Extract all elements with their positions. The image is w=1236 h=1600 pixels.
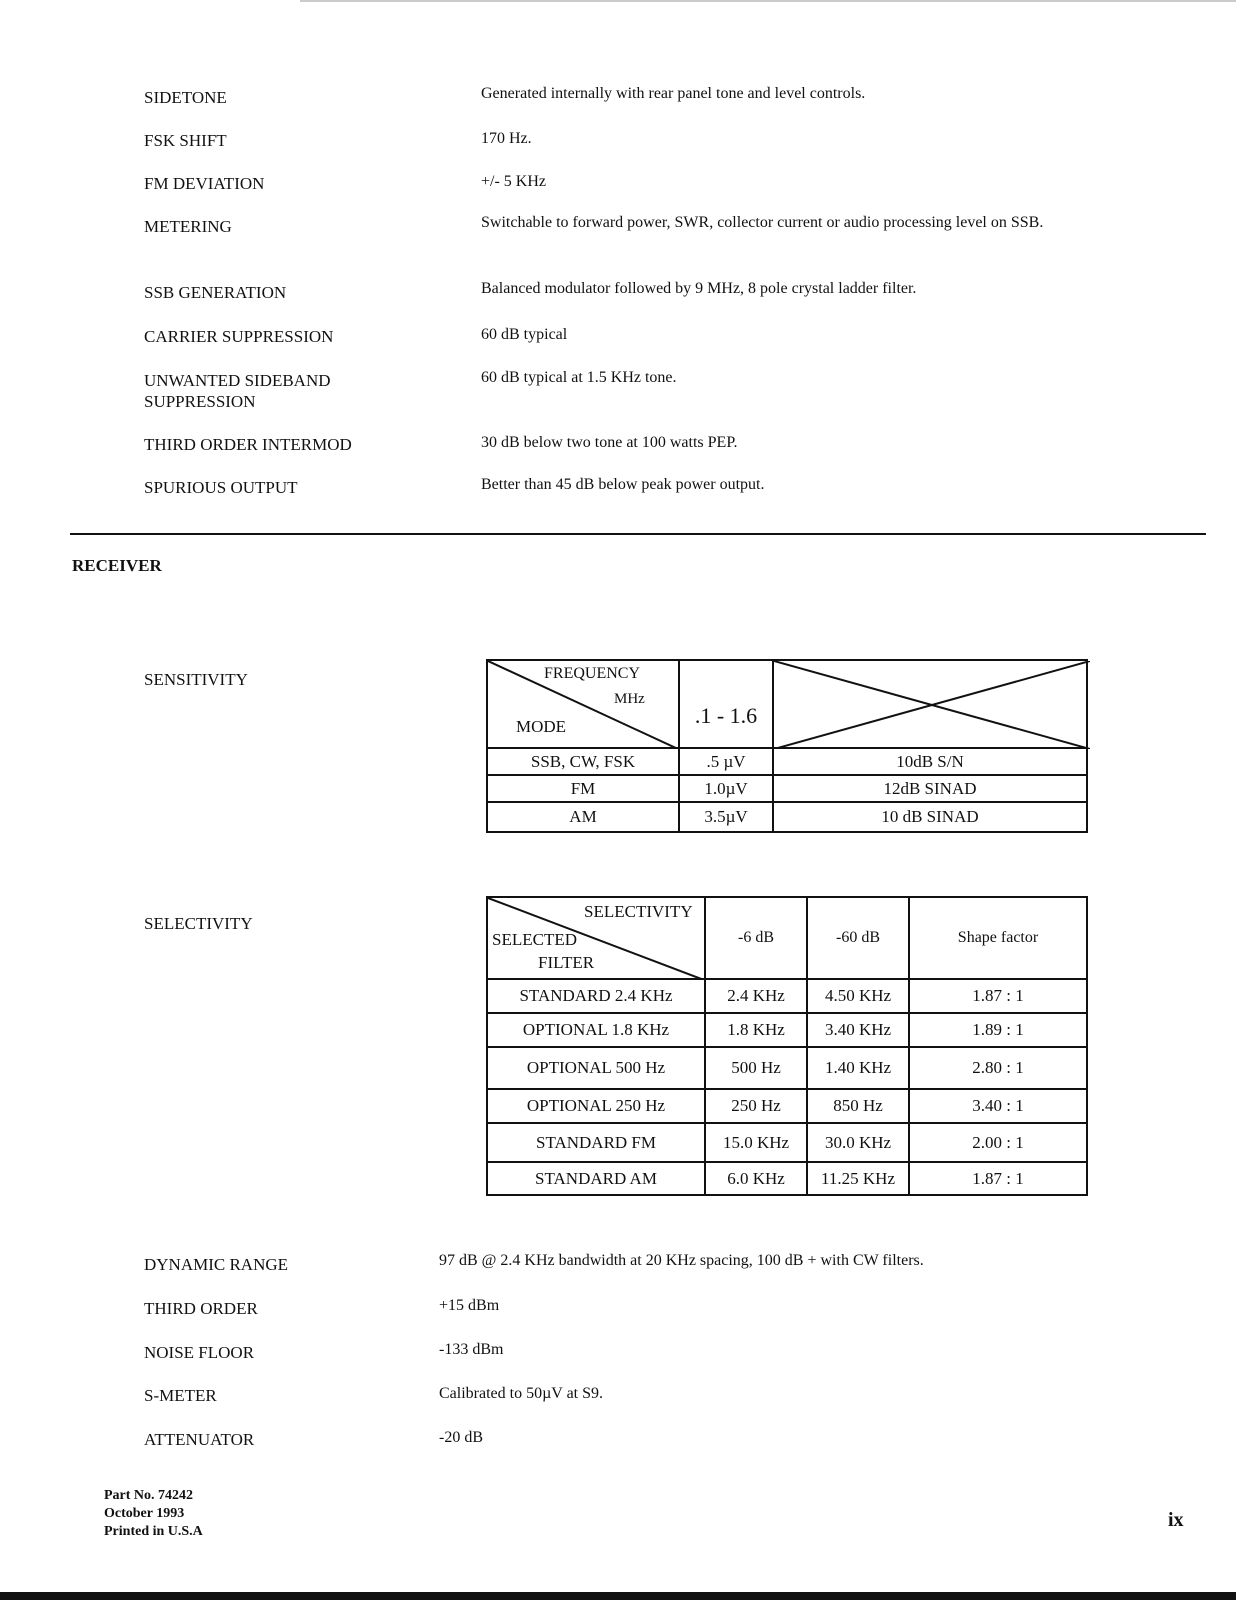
selectivity-col-shape: Shape factor bbox=[909, 897, 1087, 979]
selectivity-row-60db: 30.0 KHz bbox=[807, 1123, 909, 1162]
selectivity-row-6db: 2.4 KHz bbox=[705, 979, 807, 1013]
selectivity-row-shape: 3.40 : 1 bbox=[909, 1089, 1087, 1123]
spec-label-sensitivity: SENSITIVITY bbox=[144, 670, 248, 689]
selectivity-header-diagonal-cell bbox=[487, 897, 705, 979]
spec-value-fsk-shift: 170 Hz. bbox=[481, 130, 532, 147]
selectivity-row-60db: 1.40 KHz bbox=[807, 1047, 909, 1089]
spec-label-ssb-generation: SSB GENERATION bbox=[144, 283, 287, 302]
sensitivity-header-diagonal-cell bbox=[487, 660, 679, 748]
sensitivity-header-mhz: MHz bbox=[614, 691, 645, 707]
section-divider bbox=[70, 533, 1206, 535]
selectivity-header-selectivity: SELECTIVITY bbox=[584, 902, 693, 921]
spec-label-attenuator: ATTENUATOR bbox=[144, 1430, 255, 1449]
page-number: ix bbox=[1168, 1509, 1184, 1531]
selectivity-row-60db: 11.25 KHz bbox=[807, 1162, 909, 1195]
selectivity-row-filter: OPTIONAL 500 Hz bbox=[487, 1047, 705, 1089]
spec-value-sidetone: Generated internally with rear panel tone and level controls. bbox=[481, 85, 866, 102]
selectivity-table bbox=[486, 896, 1088, 1196]
spec-value-metering: Switchable to forward power, SWR, collector current or audio processing level on SSB. bbox=[481, 214, 1044, 231]
selectivity-col-60db: -60 dB bbox=[807, 897, 909, 979]
selectivity-row-filter: STANDARD AM bbox=[487, 1162, 705, 1195]
spec-value-attenuator: -20 dB bbox=[439, 1429, 483, 1446]
spec-label-sidetone: SIDETONE bbox=[144, 88, 227, 107]
sensitivity-crossed-cell bbox=[773, 660, 1087, 748]
spec-value-fm-deviation: +/- 5 KHz bbox=[481, 173, 547, 190]
section-title-receiver: RECEIVER bbox=[72, 556, 162, 575]
sensitivity-row-mode: SSB, CW, FSK bbox=[487, 748, 679, 775]
sensitivity-row-mode: FM bbox=[487, 775, 679, 802]
footer-part-number: Part No. 74242 bbox=[104, 1488, 194, 1503]
selectivity-row-60db: 4.50 KHz bbox=[807, 979, 909, 1013]
spec-value-spurious-output: Better than 45 dB below peak power output. bbox=[481, 476, 765, 493]
spec-label-unwanted-sideband: UNWANTED SIDEBAND SUPPRESSION bbox=[144, 371, 331, 411]
sensitivity-row-value: .5 µV bbox=[679, 748, 773, 775]
spec-value-unwanted-sideband: 60 dB typical at 1.5 KHz tone. bbox=[481, 369, 677, 386]
sensitivity-row-value: 1.0µV bbox=[679, 775, 773, 802]
sensitivity-header-mode: MODE bbox=[516, 717, 567, 736]
spec-label-s-meter: S-METER bbox=[144, 1386, 217, 1405]
scan-bottom-edge bbox=[0, 1592, 1236, 1600]
selectivity-row-60db: 850 Hz bbox=[807, 1089, 909, 1123]
selectivity-row-filter: STANDARD 2.4 KHz bbox=[487, 979, 705, 1013]
spec-label-third-order: THIRD ORDER bbox=[144, 1299, 258, 1318]
selectivity-header-filter: FILTER bbox=[538, 953, 595, 972]
selectivity-row-60db: 3.40 KHz bbox=[807, 1013, 909, 1047]
spec-label-carrier-suppression: CARRIER SUPPRESSION bbox=[144, 327, 334, 346]
top-edge-rule bbox=[300, 0, 1236, 2]
selectivity-row-shape: 1.87 : 1 bbox=[909, 1162, 1087, 1195]
spec-label-dynamic-range: DYNAMIC RANGE bbox=[144, 1255, 289, 1274]
sensitivity-header-range: .1 - 1.6 bbox=[679, 660, 773, 748]
spec-label-metering: METERING bbox=[144, 217, 232, 236]
sensitivity-table bbox=[486, 659, 1088, 833]
selectivity-row-6db: 15.0 KHz bbox=[705, 1123, 807, 1162]
selectivity-row-6db: 500 Hz bbox=[705, 1047, 807, 1089]
sensitivity-row-value: 3.5µV bbox=[679, 802, 773, 832]
spec-value-carrier-suppression: 60 dB typical bbox=[481, 326, 568, 343]
footer-imprint bbox=[104, 1487, 203, 1541]
selectivity-col-6db: -6 dB bbox=[705, 897, 807, 979]
selectivity-row-shape: 1.87 : 1 bbox=[909, 979, 1087, 1013]
spec-label-fm-deviation: FM DEVIATION bbox=[144, 174, 265, 193]
spec-label-spurious-output: SPURIOUS OUTPUT bbox=[144, 478, 298, 497]
spec-value-third-order: +15 dBm bbox=[439, 1297, 500, 1314]
sensitivity-row-note: 10 dB SINAD bbox=[773, 802, 1087, 832]
spec-value-s-meter: Calibrated to 50µV at S9. bbox=[439, 1385, 604, 1402]
footer-date: October 1993 bbox=[104, 1506, 185, 1521]
sensitivity-row-note: 12dB SINAD bbox=[773, 775, 1087, 802]
spec-label-third-order-intermod: THIRD ORDER INTERMOD bbox=[144, 435, 352, 454]
spec-value-ssb-generation: Balanced modulator followed by 9 MHz, 8 pole crystal ladder filter. bbox=[481, 280, 917, 297]
selectivity-row-shape: 2.00 : 1 bbox=[909, 1123, 1087, 1162]
selectivity-row-shape: 2.80 : 1 bbox=[909, 1047, 1087, 1089]
spec-label-noise-floor: NOISE FLOOR bbox=[144, 1343, 255, 1362]
spec-label-fsk-shift: FSK SHIFT bbox=[144, 131, 227, 150]
selectivity-row-filter: STANDARD FM bbox=[487, 1123, 705, 1162]
selectivity-row-shape: 1.89 : 1 bbox=[909, 1013, 1087, 1047]
spec-value-dynamic-range: 97 dB @ 2.4 KHz bandwidth at 20 KHz spacing, 100 dB + with CW filters. bbox=[439, 1252, 924, 1269]
spec-value-third-order-intermod: 30 dB below two tone at 100 watts PEP. bbox=[481, 434, 738, 451]
selectivity-header-selected: SELECTED bbox=[492, 930, 577, 949]
selectivity-row-filter: OPTIONAL 250 Hz bbox=[487, 1089, 705, 1123]
cross-lines bbox=[774, 661, 1090, 749]
sensitivity-header-frequency: FREQUENCY bbox=[544, 665, 641, 682]
spec-value-noise-floor: -133 dBm bbox=[439, 1341, 504, 1358]
selectivity-row-6db: 6.0 KHz bbox=[705, 1162, 807, 1195]
selectivity-row-filter: OPTIONAL 1.8 KHz bbox=[487, 1013, 705, 1047]
selectivity-row-6db: 1.8 KHz bbox=[705, 1013, 807, 1047]
selectivity-row-6db: 250 Hz bbox=[705, 1089, 807, 1123]
sensitivity-row-mode: AM bbox=[487, 802, 679, 832]
spec-label-selectivity: SELECTIVITY bbox=[144, 914, 253, 933]
sensitivity-row-note: 10dB S/N bbox=[773, 748, 1087, 775]
footer-printed: Printed in U.S.A bbox=[104, 1524, 203, 1539]
